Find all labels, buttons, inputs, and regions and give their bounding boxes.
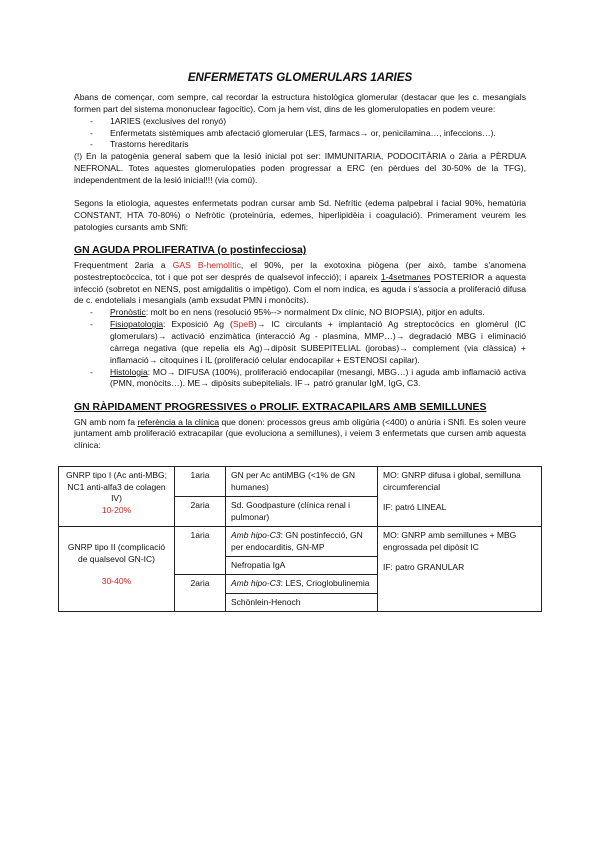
etiology-paragraph: Segons la etiologia, aquestes enfermetats podran cursar amb Sd. Nefrític (edema palpebral i facial 90%, hematúria CONSTANT, HTA 70-80%) o Nefròtic (proteinúria, edemes, hiperlipidèia i coagulació). Primerament veurem les patologies cursants amb SNfi: [74,197,526,232]
table-row [59,527,542,557]
gn-aguda-paragraph: Frequentment 2aria a GAS B-hemolític, el 90%, per la exotoxina piògena (per això, tambe s'anomena postestreptocòccica, tot i que pot ser després de qualsevol infecció); i apareix 1-4setmanes POSTERIOR a aquesta infecció (sobretot en NENS, post amigdalitis o impètigo). Com el nom indica, es aguda i s'associa a proliferació difusa de c. endotelials i mesangials (amb exsudat PMN i monòcits). [74,259,526,306]
table-row [59,467,542,497]
table-cell-grade: 1aria [175,467,226,497]
pathogenesis-paragraph: (!) En la patogènia general sabem que la lesió inicial pot ser: IMMUNITARIA, PODOCITÀRIA o 2ària a PÈRDUA NEFRONAL. Totes aquestes glomerulopaties poden progressar a ERC (en pèrdues del 30-50% de la TFG), independentment de la lesió inicial!!! (via comú). [74,151,526,185]
list-item: - Enfermetats sistèmiques amb afectació glomerular (LES, farmacs→ or, penicilamina…, infeccions…). [74,128,526,140]
list-item: - 1ARIES (exclusives del ronyó) [74,116,526,128]
list-item: - Histologia: MO→ DIFUSA (100%), proliferació endocapilar (mesangi, MBG…) i aguda amb inflamació activa (PMN, monòcits…). ME→ dipòsits subepitelials. IF→ patró granular IgM, IgG, C3. [74,367,526,391]
list-item: - Trastorns hereditaris [74,139,526,151]
table-cell-findings: MO: GNRP amb semillunes + MBG engrossada pel dipòsit IC IF: patro GRANULAR [378,527,542,612]
table-cell-disease: Amb hipo-C3: LES, Crioglobulinemia [226,575,378,593]
section-heading-gnrp: GN RÀPIDAMENT PROGRESSIVES o PROLIF. EXTRACAPILARS AMB SEMILLUNES [74,402,487,414]
glomerulopathy-list [74,116,526,152]
highlight-red: GAS B-hemolític [172,259,241,270]
document-page [66,70,527,612]
table-cell-grade: 2aria [175,497,226,527]
underlined-text: 1-4setmanes [380,271,431,282]
gnrp-table [58,466,542,612]
table-cell-disease: GN per Ac antiMBG (<1% de GN humanes) [226,467,378,497]
gnrp-paragraph: GN amb nom fa referència a la clínica que donen: processos greus amb oligúria (<400) o anúria i SNfi. Es solen veure juntament amb proliferació extracapilar (que evoluciona a semillunes), i veiem 3 enfermetats que cursen amb aquesta clínica: [74,416,526,451]
intro-paragraph: Abans de començar, com sempre, cal recordar la estructura histològica glomerular (destacar que les c. mesangials formen part del sistema mononuclear fagocític). Com ja hem vist, dins de les glomerulopaties en podem veure: [74,91,526,114]
table-cell-findings: MO: GNRP difusa i global, semilluna circumferencial IF: patró LINEAL [378,467,542,527]
page-title: ENFERMETATS GLOMERULARS 1ARIES [187,71,413,84]
table-cell-grade: 1aria [175,527,226,575]
table-cell-grade: 2aria [175,575,226,612]
table-cell-disease: Sd. Goodpasture (clínica renal i pulmonar) [226,497,378,527]
table-cell-disease: Nefropatia IgA [226,557,378,575]
table-cell-disease: Amb hipo-C3: GN postinfecció, GN per endocarditis, GN-MP [226,527,378,557]
table-cell-type: GNRP tipo I (Ac anti-MBG; NC1 anti-alfa3 de colagen IV) 10-20% [59,467,175,527]
list-item: - Fisiopatologia: Exposició Ag (SpeB)→ IC circulants + implantació Ag streptocòcics en glomèrul (IC glomerulars)→ activació enzimàtica (interacció Ag - plasmina, MMP…)→ degradació MBG i eliminació càrrega negativa (que repelia els Ag)→dipòsit SUBEPITELIAL (jorobas)→ complement (via clàssica) + inflamació→ citoquines i IL (proliferació celular endocapilar + ESTENOSI capilar). [74,319,526,366]
table-cell-type: GNRP tipo II (complicació de qualsevol GN-IC) 30-40% [59,527,175,612]
table-cell-disease: Schönlein-Henoch [226,593,378,611]
section-heading-gn-aguda: GN AGUDA PROLIFERATIVA (o postinfecciosa) [74,245,307,257]
gn-aguda-list [74,307,526,390]
list-item: - Pronòstic: molt bo en nens (resolució 95%--> normalment Dx clínic, NO BIOPSIA), pitjor en adults. [74,307,526,319]
